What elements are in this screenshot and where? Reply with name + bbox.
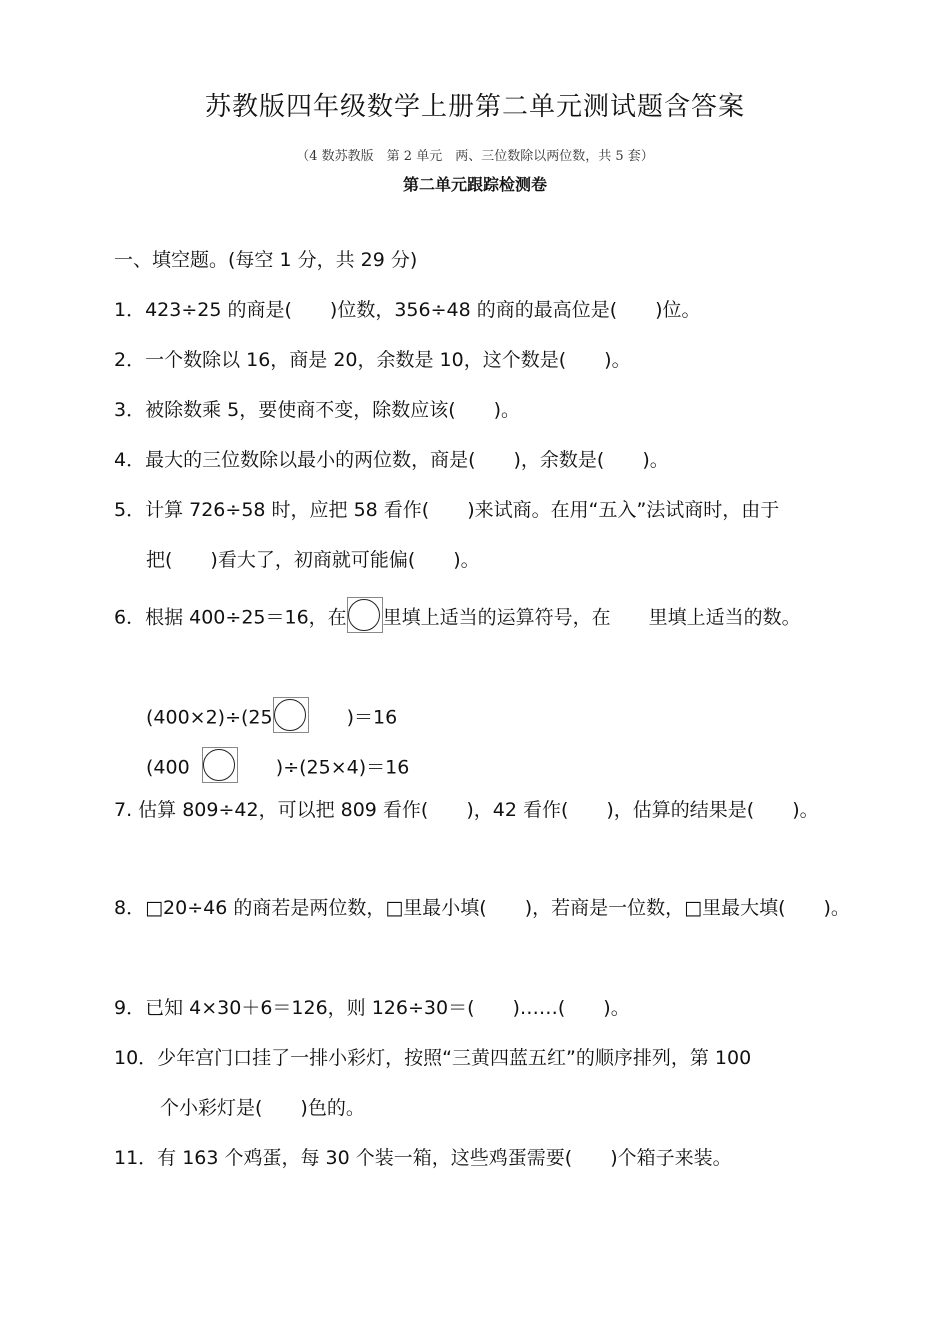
question-11: 11．有 163 个鸡蛋，每 30 个装一箱，这些鸡蛋需要( )个箱子来装。	[114, 1147, 732, 1169]
question-6-part-1: 6．根据 400÷25＝16，在	[114, 606, 347, 629]
question-1: 1．423÷25 的商是( )位数，356÷48 的商的最高位是( )位。	[114, 299, 701, 321]
unit-title: 第二单元跟踪检测卷	[402, 175, 547, 194]
question-7: 7. 估算 809÷42，可以把 809 看作( )，42 看作( )，估算的结果是( )。	[114, 799, 819, 821]
question-5-line-2: 把( )看大了，初商就可能偏( )。	[146, 549, 480, 571]
equation-2-right: )÷(25×4)＝16	[237, 756, 410, 779]
section-heading: 一、填空题。(每空 1 分，共 29 分)	[114, 249, 418, 271]
question-8: 8．□20÷46 的商若是两位数，□里最小填( )，若商是一位数，□里最大填( )。	[114, 897, 850, 919]
page-subtitle: （4 数苏教版 第 2 单元 两、三位数除以两位数，共 5 套）	[296, 149, 654, 164]
question-5-line-1: 5．计算 726÷58 时，应把 58 看作( )来试商。在用“五入”法试商时，由于	[114, 499, 780, 521]
blank-circle-icon	[202, 747, 238, 783]
blank-circle-icon	[273, 697, 309, 733]
equation-1-right: )＝16	[308, 706, 398, 729]
question-6	[114, 600, 801, 636]
equation-1-left: (400×2)÷(25	[146, 706, 273, 729]
question-9: 9．已知 4×30＋6＝126，则 126÷30＝( )……( )。	[114, 997, 630, 1019]
equation-2-left: (400	[146, 756, 190, 779]
question-3: 3．被除数乘 5，要使商不变，除数应该( )。	[114, 399, 521, 421]
question-6-part-2: 里填上适当的运算符号，在 里填上适当的数。	[382, 606, 801, 629]
question-6-equation-2	[146, 750, 409, 786]
question-6-equation-1	[146, 700, 397, 736]
blank-circle-icon	[347, 597, 383, 633]
question-2: 2．一个数除以 16，商是 20，余数是 10，这个数是( )。	[114, 349, 631, 371]
question-4: 4．最大的三位数除以最小的两位数，商是( )，余数是( )。	[114, 449, 669, 471]
question-10-line-1: 10．少年宫门口挂了一排小彩灯，按照“三黄四蓝五红”的顺序排列，第 100	[114, 1047, 752, 1069]
page-title: 苏教版四年级数学上册第二单元测试题含答案	[204, 92, 745, 122]
question-10-line-2: 个小彩灯是( )色的。	[160, 1097, 365, 1119]
